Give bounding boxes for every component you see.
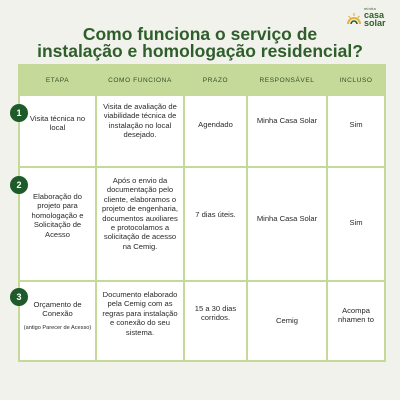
page-title [20,26,380,60]
header-como-funciona: COMO FUNCIONA [96,65,184,95]
cell-how: Visita de avaliação de viabilidade técnica de instalação no local desejado. [96,95,184,167]
cell-responsible: Cemig [247,281,327,361]
stage-text: Elaboração do projeto para homologação e Solicitação de Acesso [31,192,84,239]
brand-logo [346,6,392,32]
cell-how: Após o envio da documentação pelo cliente, elaboramos o projeto de engenharia, documentos auxiliares e protocolamos a solicitação de acesso na Cemig. [96,167,184,281]
table-row [19,95,385,167]
cell-stage [16,281,96,361]
header-incluso: INCLUSO [327,65,385,95]
stage-note: (antigo Parecer de Acesso) [23,324,92,331]
page-title-line2: instalação e homologação residencial? [37,41,363,61]
cell-responsible: Minha Casa Solar [247,167,327,281]
cell-included: Sim [327,95,385,167]
step-number-badge: 3 [10,288,28,306]
stage-text: Orçamento de Conexão [33,300,82,319]
header-etapa: ETAPA [19,65,96,95]
cell-stage [16,95,96,167]
stage-text: Visita técnica no local [29,114,86,133]
service-table [18,64,386,362]
cell-stage [16,167,96,281]
table-row [19,281,385,361]
cell-included: Acompa nhamen to [327,281,385,361]
cell-deadline: Agendado [184,95,247,167]
page-title-line1: Como funciona o serviço de [82,24,318,44]
cell-how: Documento elaborado pela Cemig com as regras para instalação e conexão do seu sistema. [96,281,184,361]
sun-icon [346,12,362,28]
cell-responsible: Minha Casa Solar [247,95,327,167]
header-responsavel: RESPONSÁVEL [247,65,327,95]
logo-text-line1: casa [364,10,385,20]
logo-small-text: minha [364,6,376,11]
step-number-badge: 2 [10,176,28,194]
cell-deadline: 15 a 30 dias corridos. [184,281,247,361]
cell-included: Sim [327,167,385,281]
header-prazo: PRAZO [184,65,247,95]
table-row [19,167,385,281]
cell-deadline: 7 dias úteis. [184,167,247,281]
table-header-row [19,65,385,95]
logo-text-line2: solar [364,18,386,28]
step-number-badge: 1 [10,104,28,122]
